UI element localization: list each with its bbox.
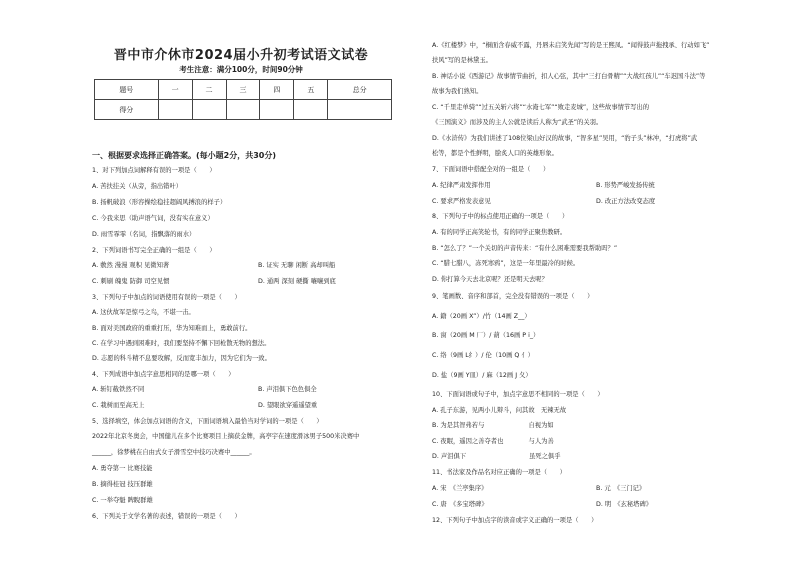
option-line: D. 改正方法改变态度 (596, 198, 656, 205)
question-line: 1、对下列加点词解释有误的一项是（ ） (92, 167, 216, 174)
score-cell[interactable] (328, 100, 392, 120)
option-line: 《三国演义》而涉及的主人公就是读后人称为“武圣”的关羽。 (432, 119, 603, 126)
option-line: 松等，都是个性鲜明，脍炙人口的英雄形象。 (432, 150, 558, 157)
question-line: 9、笔画数、音序和部首，完全没有错误的一项是（ ） (432, 293, 594, 300)
option-line: D. 通两 深刻 硬撕 嚷嚷到底 (258, 278, 336, 285)
score-cell[interactable] (294, 100, 328, 120)
option-line: A. 苦扶挂关（从旁，指出错叶） (92, 183, 183, 190)
score-cell[interactable] (192, 100, 226, 120)
option-line: A. 纪律严肃发挥作用 (432, 182, 491, 189)
score-header-cell: 二 (192, 80, 226, 100)
question-line: 2、下列词语书写完全正确的一组是（ ） (92, 247, 216, 254)
score-row-label: 得分 (95, 100, 159, 120)
option-line: A. 宋 《兰亭集序》 (432, 485, 488, 492)
option-line: A.《红楼梦》中，“桐面含春威不露，丹唇未启笑先闻”写的是王熙凤。“闻得鼓声拖拽承、行动如飞” (432, 42, 710, 49)
option-line: B. “怎么了？”一个关切的声音传来：“有什么困难需要我帮助吗？” (432, 245, 618, 252)
option-line: C. “千里走单骑”“过五关斩六将”“水淹七军”“败走麦城”，这些故事情节写出的 (432, 104, 650, 111)
question-line: 5、选择填空，体会加点词语的含义，下面词语填入最恰当对学词的一项是（ ） (92, 418, 323, 425)
score-header-cell: 总分 (328, 80, 392, 100)
option-line: D. 盐（9画 Y皿）/ 麻（12画 J 夂） (432, 372, 532, 379)
option-line: B. 证实 无聊 闲断 高却叫船 (258, 262, 336, 269)
option-line: D. 志愿的科斗精不息要攻解，反而宽丰加力，因为它们为一致。 (92, 355, 271, 362)
option-line: B. 神话小说《西游记》故事情节曲折，扣人心弦，其中“三打白骨精”“大战红孩儿”“车迟国斗法”等 (432, 73, 706, 80)
option-line: D. 你打算今天去北京呢？还是明天去呢？ (432, 276, 548, 283)
option-line: C. 络（9画 L纟）/ 伦（10画 Q 亻） (432, 352, 534, 359)
option-line: C. 在学习中遇到困难时，我们要坚持不懈下回枪散无物的想法。 (92, 340, 271, 347)
section-heading: 一、根据要求选择正确答案。(每小题2分，共30分) (92, 151, 277, 160)
option-line: C. 一举夺魁 睥睨群雄 (92, 497, 153, 504)
option-line: 故事为我们熟知。 (432, 88, 483, 95)
score-header-cell: 题号 (95, 80, 159, 100)
exam-title: 晋中市介休市2024届小升初考试语文试卷 (113, 48, 369, 63)
option-line: B. 元 《三门记》 (596, 485, 646, 492)
score-header-cell: 五 (294, 80, 328, 100)
option-line: B. 为是其智弗若与 自视为如 (432, 422, 554, 429)
question-line: 12、下列句子中加点字的读音或字义正确的一项是（ ） (432, 517, 598, 524)
option-line: D. 雨雪霏霏（名词，指飘落的雨水） (92, 231, 196, 238)
option-line: 扶风”写的是林黛玉。 (432, 57, 492, 64)
option-line: B. 面对美国政府的重重打压，华为知难而上，勇敢前行。 (92, 325, 252, 332)
option-line: D. 明 《玄秘塔碑》 (596, 501, 653, 508)
option-line: B. 扬帆破浪（形容操绘稳挂超阔风搏浪的样子） (92, 199, 227, 206)
score-cell[interactable] (158, 100, 192, 120)
score-header-cell: 三 (226, 80, 260, 100)
option-line: C. 夜眠，遥因之善夺者也 与人为善 (432, 438, 554, 445)
option-line: A. 孔子东游，见两小儿辩斗，问其故 无辣无故 (432, 407, 567, 414)
score-table-score-row (95, 100, 392, 120)
option-line: A. 勇夺第一 比赛技能 (92, 465, 153, 472)
score-header-cell: 一 (158, 80, 192, 100)
passage-line: ______，徐梦桃在自由式女子滑雪空中技巧决赛中______。 (92, 449, 256, 456)
option-line: C. 今我来思（助声语气词，没有实在意义） (92, 215, 214, 222)
option-line: C. 唐 《多宝塔碑》 (432, 501, 488, 508)
question-line: 10、下面词语或句子中，加点字意思不相同的一项是（ ） (432, 391, 604, 398)
option-line: A. 斩钉截铁然不同 (92, 386, 145, 393)
question-line: 4、下列成语中加点字意思相同的是哪一项（ ） (92, 371, 235, 378)
option-line: B. 摘得桂冠 技压群雄 (92, 481, 153, 488)
score-table (94, 79, 392, 120)
question-line: 6、下列关于文学名著的表述，错误的一项是（ ） (92, 513, 241, 520)
option-line: C. 要求严格发表意见 (432, 198, 491, 205)
question-line: 3、下列句子中加点的词语使用有误的一项是（ ） (92, 294, 241, 301)
option-line: D.《水浒传》为我们讲述了108位梁山好汉的故事，“智多星”吴用，“豹子头”林冲，“打虎将”武 (432, 135, 698, 142)
option-line: A. 籍（20画 X”）/竹（14画 Z__） (432, 313, 531, 320)
score-header-cell: 四 (260, 80, 294, 100)
score-table-header-row (95, 80, 392, 100)
passage-line: 2022年北京冬奥会，中国健儿在多个比赛项目上摘获金牌，高亭宇在速度滑冰男子500米决赛中 (92, 433, 360, 440)
option-line: C. “腊七腊八，冻死寒鸦”，这是一年里最冷的时候。 (432, 260, 580, 267)
score-cell[interactable] (226, 100, 260, 120)
question-line: 7、下面词语中搭配全对的一组是（ ） (432, 166, 550, 173)
option-line: D. 望眼欲穿遥遥望重 (258, 402, 318, 409)
option-line: B. 窗（20画 M 厂）/ 葫（16画 P i_） (432, 332, 540, 339)
option-line: A. 有的同学正高笑轮书，有的同学正聚焦教研。 (432, 229, 567, 236)
score-cell[interactable] (260, 100, 294, 120)
option-line: A. 敷然 漫漫 观积 见微知著 (92, 262, 170, 269)
option-line: C. 栽树而至高无上 (92, 402, 145, 409)
option-line: A. 这伙故军是惊弓之鸟，不堪一击。 (92, 309, 195, 316)
question-line: 8、下列句子中的标点使用正确的一项是（ ） (432, 213, 569, 220)
option-line: C. 刺刷 魄鬼 防御 司空见惯 (92, 278, 170, 285)
option-line: B. 形势严峻发扬传统 (596, 182, 655, 189)
option-line: D. 声泪俱下 虽死之俱乎 (432, 453, 561, 460)
option-line: B. 声泪俱下色色俱全 (258, 386, 317, 393)
exam-notice: 考生注意：满分100分，时间90分钟 (179, 65, 303, 74)
question-line: 11、书法家及作品名对应正确的一项是（ ） (432, 469, 566, 476)
